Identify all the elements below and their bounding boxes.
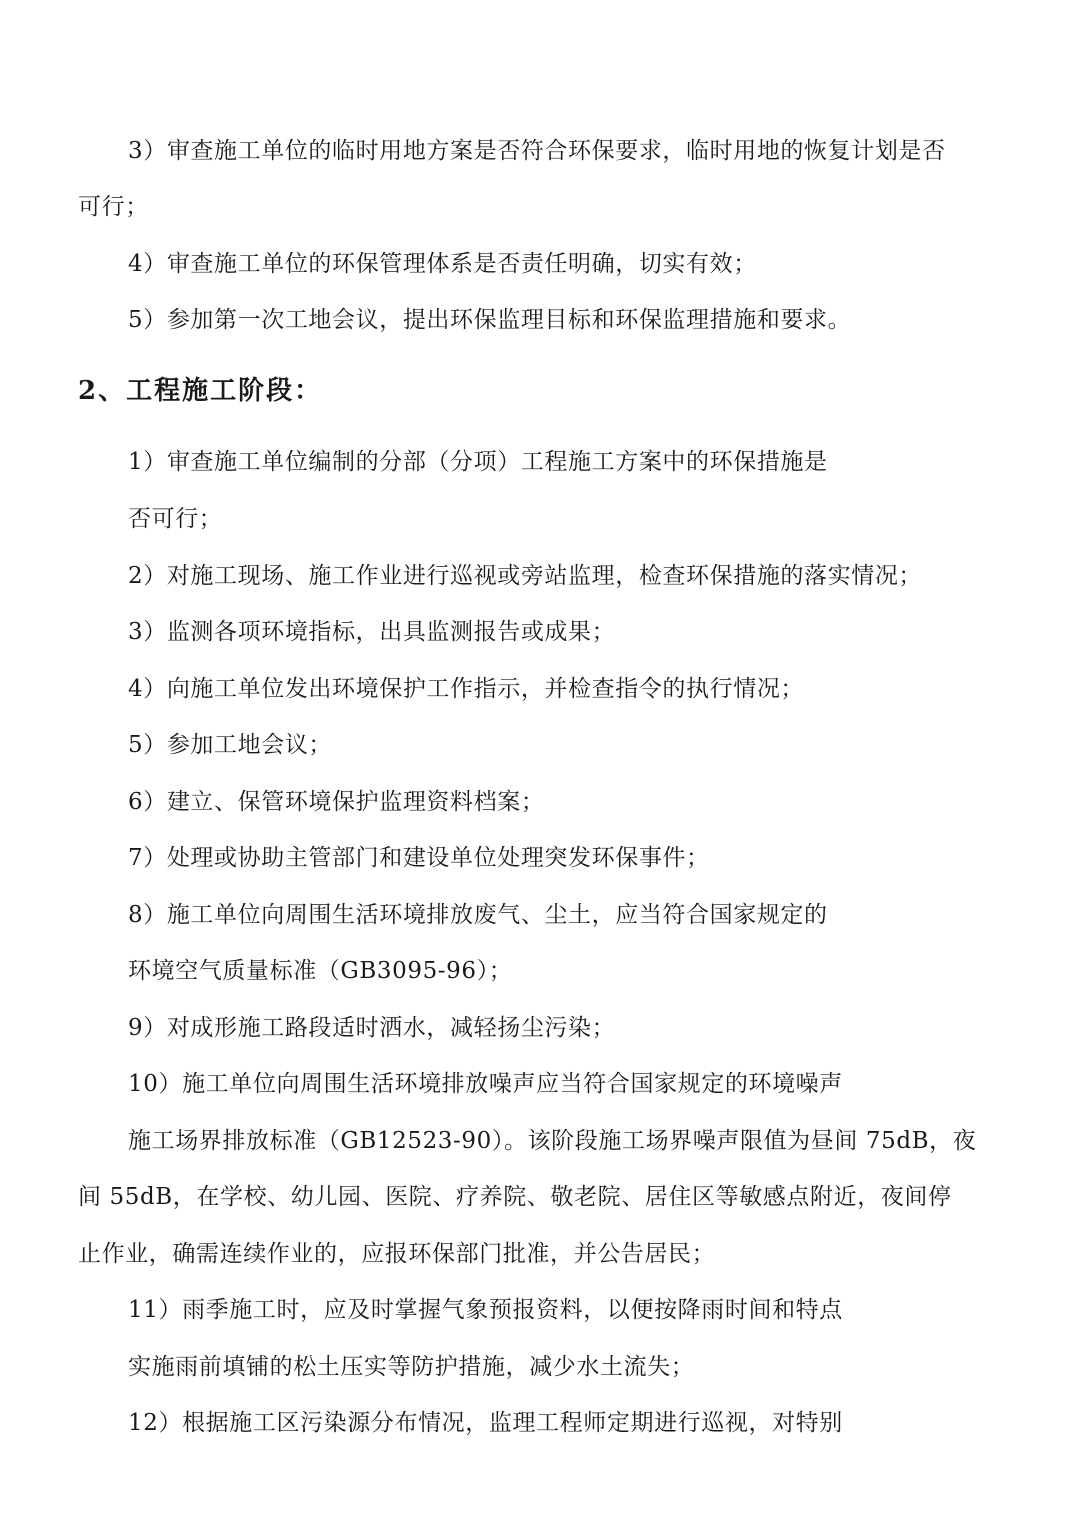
paragraph-line: 4）向施工单位发出环境保护工作指示，并检查指令的执行情况； bbox=[128, 676, 805, 702]
paragraph-line: 5）参加第一次工地会议，提出环保监理目标和环保监理措施和要求。 bbox=[128, 307, 852, 333]
paragraph-line: 止作业，确需连续作业的，应报环保部门批准，并公告居民； bbox=[78, 1241, 716, 1267]
paragraph-line: 施工场界排放标准（GB12523-90）。该阶段施工场界噪声限值为昼间 75dB，夜 bbox=[128, 1128, 977, 1154]
paragraph-line: 11）雨季施工时，应及时掌握气象预报资料，以便按降雨时间和特点 bbox=[128, 1297, 843, 1323]
paragraph-line: 7）处理或协助主管部门和建设单位处理突发环保事件； bbox=[128, 845, 710, 871]
paragraph-line: 环境空气质量标准（GB3095-96）； bbox=[128, 958, 513, 984]
paragraph-line: 间 55dB，在学校、幼儿园、医院、疗养院、敬老院、居住区等敏感点附近，夜间停 bbox=[78, 1184, 952, 1210]
paragraph-line: 12）根据施工区污染源分布情况，监理工程师定期进行巡视，对特别 bbox=[128, 1410, 843, 1436]
paragraph-line: 9）对成形施工路段适时洒水，减轻扬尘污染； bbox=[128, 1015, 616, 1041]
paragraph-line: 2）对施工现场、施工作业进行巡视或旁站监理，检查环保措施的落实情况； bbox=[128, 563, 923, 589]
paragraph-line: 8）施工单位向周围生活环境排放废气、尘土，应当符合国家规定的 bbox=[128, 902, 828, 928]
paragraph-line: 3）监测各项环境指标，出具监测报告或成果； bbox=[128, 619, 616, 645]
paragraph-line: 6）建立、保管环境保护监理资料档案； bbox=[128, 789, 545, 815]
paragraph-line: 否可行； bbox=[128, 506, 223, 532]
paragraph-line: 1）审查施工单位编制的分部（分项）工程施工方案中的环保措施是 bbox=[128, 449, 828, 475]
paragraph-line: 实施雨前填铺的松土压实等防护措施，减少水土流失； bbox=[128, 1354, 695, 1380]
paragraph-line: 5）参加工地会议； bbox=[128, 732, 333, 758]
paragraph-line: 3）审查施工单位的临时用地方案是否符合环保要求，临时用地的恢复计划是否 bbox=[128, 138, 946, 164]
section-heading: 2、工程施工阶段： bbox=[78, 376, 323, 406]
paragraph-line: 可行； bbox=[78, 194, 149, 220]
paragraph-line: 10）施工单位向周围生活环境排放噪声应当符合国家规定的环境噪声 bbox=[128, 1071, 843, 1097]
paragraph-line: 4）审查施工单位的环保管理体系是否责任明确，切实有效； bbox=[128, 251, 757, 277]
